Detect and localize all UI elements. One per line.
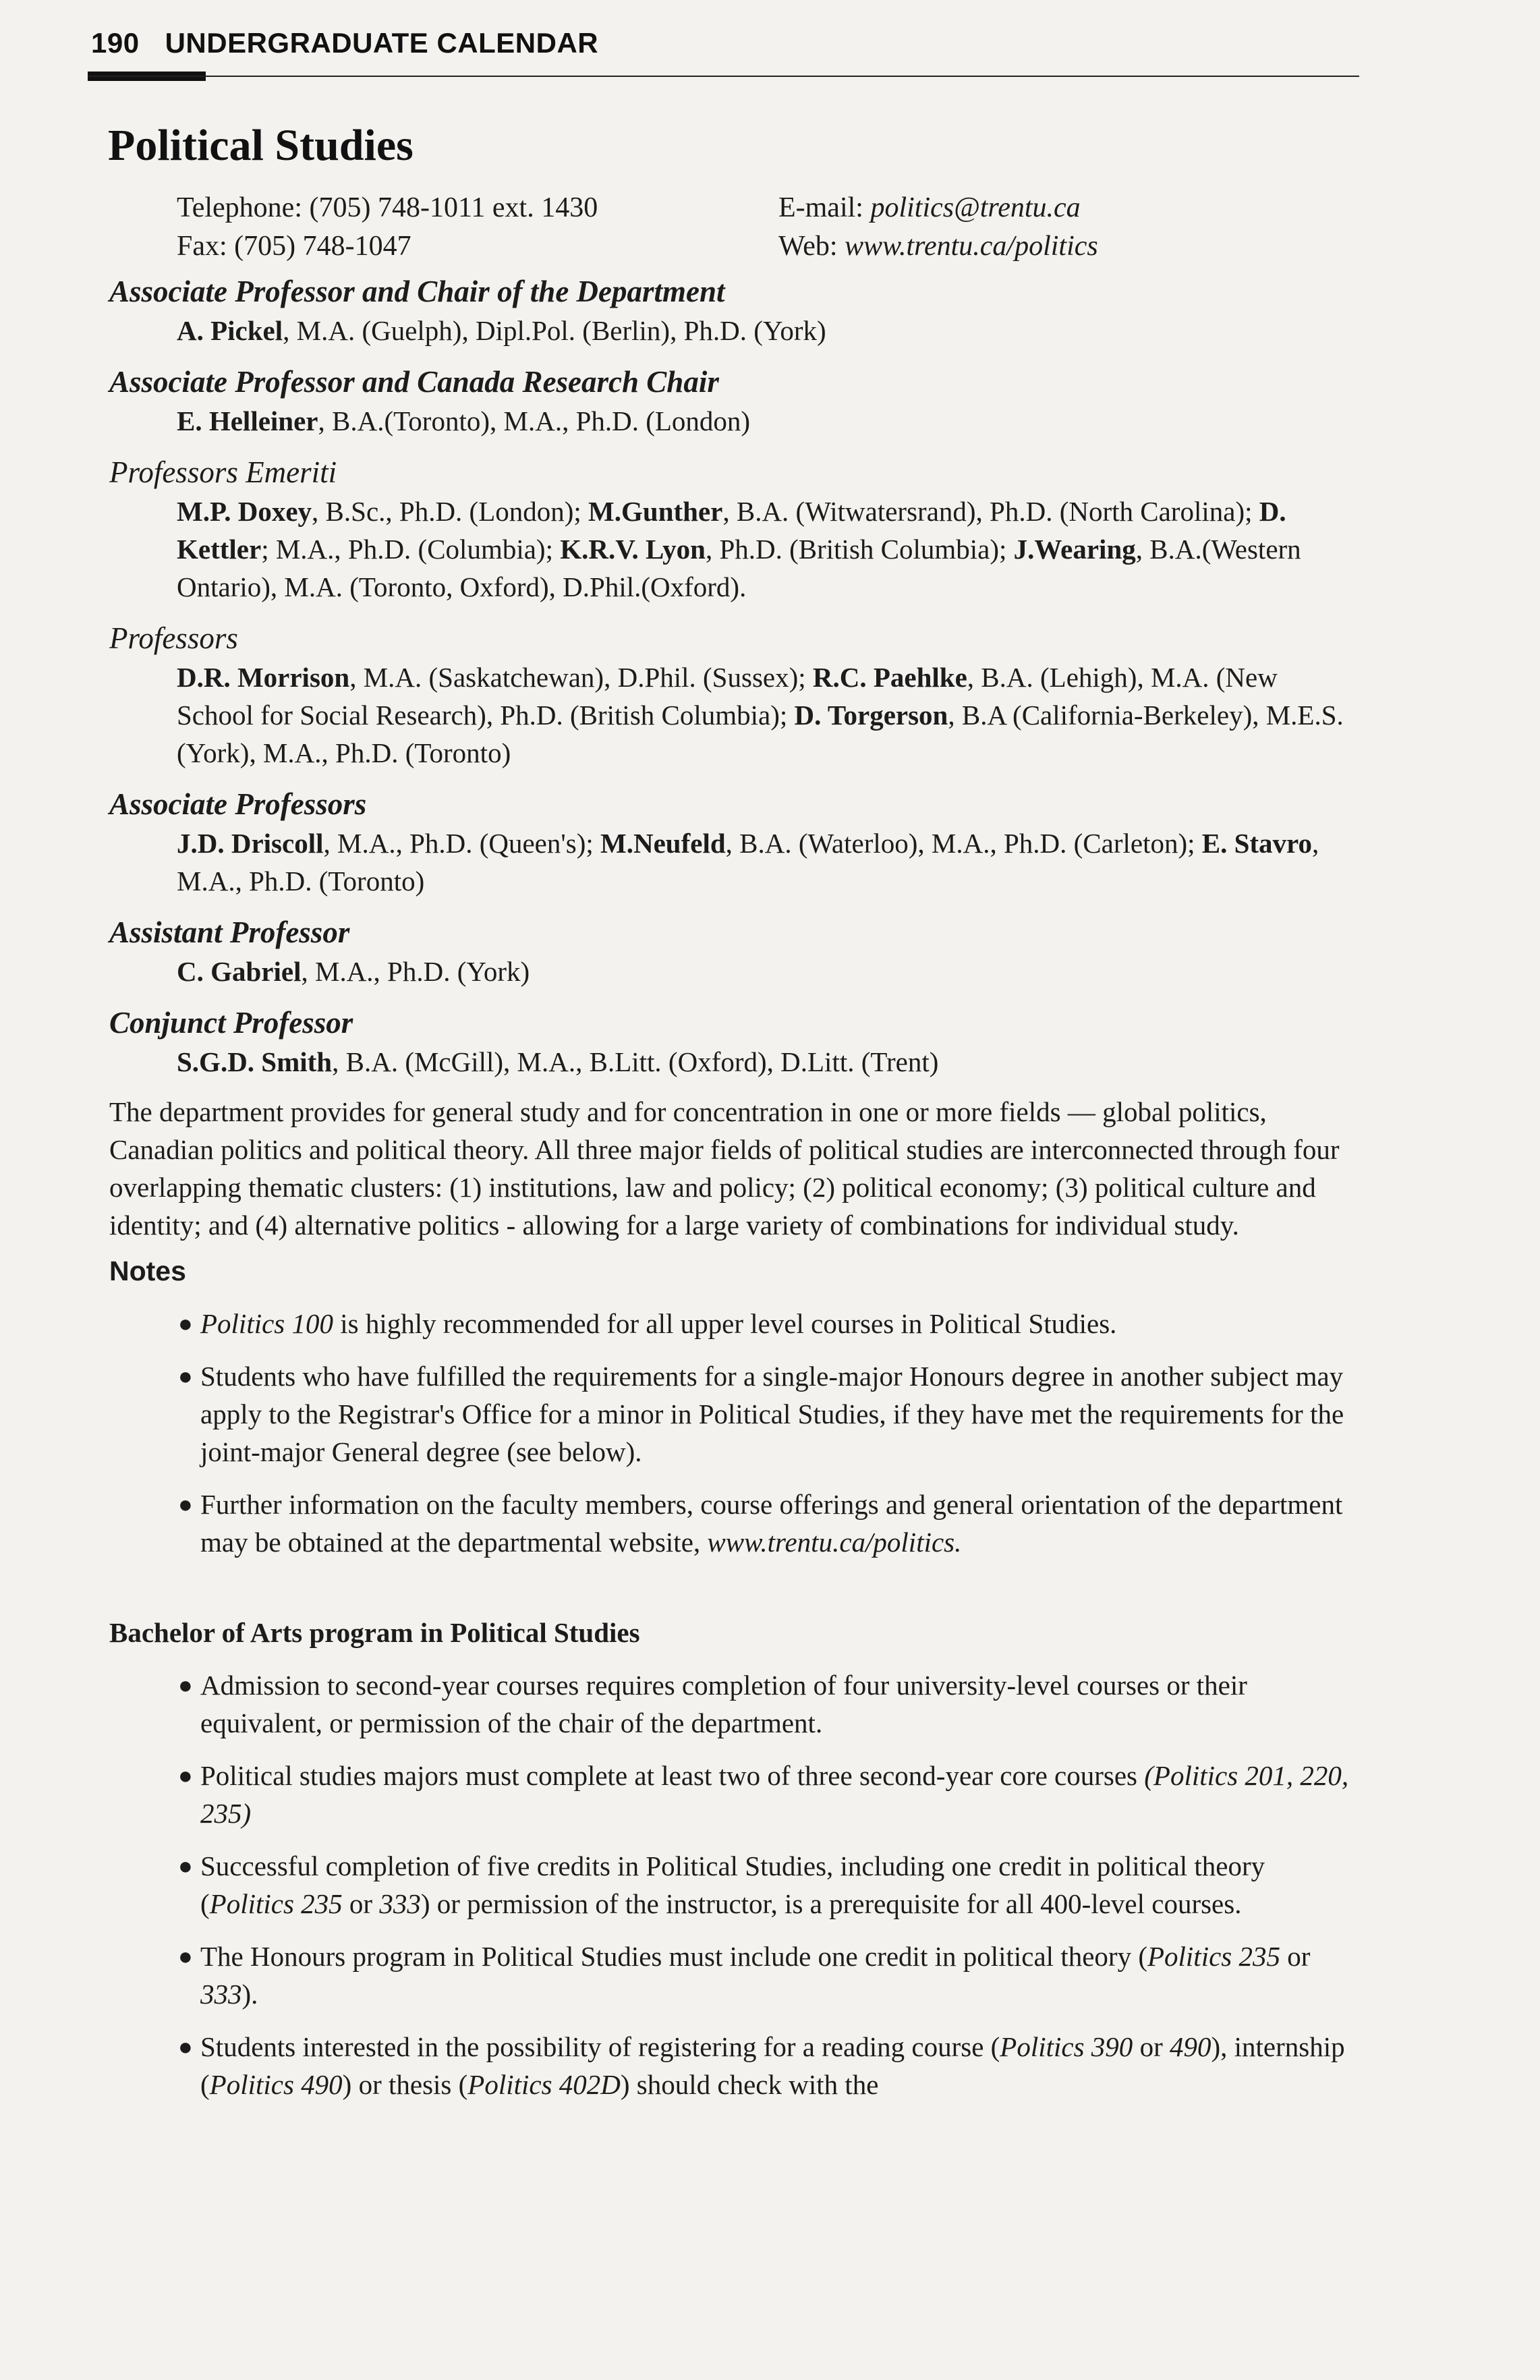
notes-list <box>109 1305 1357 1561</box>
faculty-entry <box>177 312 1357 349</box>
faculty-entry <box>177 1043 1357 1081</box>
course-ref: Politics 490 <box>209 2069 343 2100</box>
faculty-credentials: , B.A. (Waterloo), M.A., Ph.D. (Carleton); <box>725 828 1202 859</box>
requirement-text: ), internship ( <box>200 2031 1345 2100</box>
faculty-credentials: , B.A. (Lehigh), M.A. (New School for Social Research), Ph.D. (British Columbia); <box>177 662 1278 731</box>
list-item <box>178 1305 1357 1342</box>
faculty-heading: Professors <box>109 621 238 655</box>
faculty-name: C. Gabriel <box>177 956 302 987</box>
faculty-heading: Professors Emeriti <box>109 455 337 489</box>
list-item <box>178 1847 1357 1923</box>
faculty-entry <box>177 492 1357 606</box>
email-link[interactable]: politics@trentu.ca <box>870 192 1081 223</box>
course-ref: Politics 402D <box>467 2069 621 2100</box>
list-item <box>178 1757 1357 1832</box>
requirement-text: ) or permission of the instructor, is a prerequisite for all 400-level courses. <box>420 1888 1242 1919</box>
faculty-heading: Associate Professor and Canada Research Chair <box>109 365 719 399</box>
faculty-credentials: , B.Sc., Ph.D. (London); <box>312 496 589 527</box>
faculty-heading: Conjunct Professor <box>109 1006 353 1040</box>
bullet-icon: ● <box>178 1363 193 1390</box>
faculty-entry <box>177 658 1357 772</box>
requirement-text: or <box>342 1888 380 1919</box>
requirement-text: Students interested in the possibility of registering for a reading course ( <box>200 2031 1000 2062</box>
faculty-name: R.C. Paehlke <box>812 662 967 693</box>
faculty-entry <box>177 824 1357 900</box>
course-ref: 333 <box>200 1979 242 2010</box>
course-ref: Politics 235 <box>1147 1941 1280 1972</box>
page-body <box>109 271 1357 2118</box>
web-line <box>778 227 1098 266</box>
faculty-name: M.P. Doxey <box>177 496 312 527</box>
faculty-credentials: ; M.A., Ph.D. (Columbia); <box>261 534 561 565</box>
page-number: 190 <box>91 27 140 59</box>
list-item <box>178 1666 1357 1742</box>
requirement-text: Successful completion of five credits in Political Studies, including one credit in political theory ( <box>200 1850 1265 1919</box>
bullet-icon: ● <box>178 1852 193 1879</box>
faculty-credentials: , B.A. (Witwatersrand), Ph.D. (North Carolina); <box>722 496 1259 527</box>
telephone: Telephone: (705) 748-1011 ext. 1430 <box>177 192 598 223</box>
bullet-icon: ● <box>178 2033 193 2060</box>
contact-phone-block <box>177 189 598 266</box>
requirement-text: or <box>1280 1941 1311 1972</box>
running-title: UNDERGRADUATE CALENDAR <box>165 27 599 59</box>
page-title: Political Studies <box>108 121 413 170</box>
requirement-text: The Honours program in Political Studies must include one credit in political theory ( <box>200 1941 1147 1972</box>
requirement-text: ). <box>241 1979 258 2010</box>
fax: Fax: (705) 748-1047 <box>177 231 411 262</box>
requirement-text: Political studies majors must complete at least two of three second-year core courses <box>200 1760 1145 1791</box>
course-ref: 333 <box>379 1888 421 1919</box>
running-header <box>91 27 598 59</box>
faculty-credentials: , M.A. (Saskatchewan), D.Phil. (Sussex); <box>349 662 813 693</box>
list-item <box>178 1485 1357 1561</box>
faculty-name: K.R.V. Lyon <box>560 534 706 565</box>
faculty-credentials: , M.A. (Guelph), Dipl.Pol. (Berlin), Ph.D. (York) <box>283 315 826 346</box>
faculty-credentials: , B.A. (McGill), M.A., B.Litt. (Oxford), D.Litt. (Trent) <box>332 1046 939 1077</box>
web-link[interactable]: www.trentu.ca/politics <box>845 231 1098 262</box>
course-ref: Politics 390 <box>1000 2031 1133 2062</box>
faculty-credentials: , Ph.D. (British Columbia); <box>705 534 1014 565</box>
list-item <box>178 1357 1357 1471</box>
faculty-name: M.Gunther <box>588 496 723 527</box>
intro-paragraph: The department provides for general study and for concentration in one or more fields — global politics, Canadian politics and political theory. All three major fields of political studies are interconnected through four overlapping thematic clusters: (1) institutions, law and policy; (2) political economy; (3) political culture and identity; and (4) alternative politics - allowing for a large variety of combinations for individual study. <box>109 1096 1340 1241</box>
requirement-text: ) or thesis ( <box>342 2069 468 2100</box>
faculty-credentials: , B.A.(Toronto), M.A., Ph.D. (London) <box>318 405 751 436</box>
faculty-name: D. Kettler <box>177 496 1286 565</box>
list-item <box>178 2028 1357 2103</box>
header-rule <box>88 76 1359 77</box>
faculty-credentials: , B.A.(Western Ontario), M.A. (Toronto, Oxford), D.Phil.(Oxford). <box>177 534 1301 602</box>
faculty-heading: Assistant Professor <box>109 915 350 949</box>
course-ref: (Politics 201, 220, 235) <box>200 1760 1349 1829</box>
bullet-icon: ● <box>178 1491 193 1518</box>
faculty-name: D.R. Morrison <box>177 662 350 693</box>
bullet-icon: ● <box>178 1762 193 1789</box>
website-ref: www.trentu.ca/politics. <box>707 1527 962 1558</box>
faculty-heading: Associate Professor and Chair of the Department <box>109 275 725 308</box>
faculty-name: A. Pickel <box>177 315 283 346</box>
requirement-text: or <box>1133 2031 1170 2062</box>
bullet-icon: ● <box>178 1943 193 1970</box>
faculty-entry <box>177 402 1357 440</box>
bullet-icon: ● <box>178 1310 193 1337</box>
course-ref: Politics 235 <box>209 1888 343 1919</box>
faculty-name: S.G.D. Smith <box>177 1046 333 1077</box>
notes-heading: Notes <box>109 1255 186 1286</box>
faculty-name: M.Neufeld <box>600 828 726 859</box>
email-label: E-mail: <box>778 192 871 223</box>
faculty-credentials: , M.A., Ph.D. (York) <box>301 956 530 987</box>
faculty-name: E. Stavro <box>1201 828 1313 859</box>
faculty-name: J.D. Driscoll <box>177 828 324 859</box>
bullet-icon: ● <box>178 1672 193 1699</box>
faculty-heading: Associate Professors <box>109 787 367 821</box>
faculty-entry <box>177 953 1357 990</box>
faculty-name: D. Torgerson <box>794 700 948 731</box>
faculty-credentials: , B.A (California-Berkeley), M.E.S. (York), M.A., Ph.D. (Toronto) <box>177 700 1344 768</box>
requirement-text: ) should check with the <box>620 2069 879 2100</box>
requirement-text: Admission to second-year courses requires completion of four university-level courses or their equivalent, or permission of the chair of the department. <box>200 1670 1247 1738</box>
faculty-name: J.Wearing <box>1013 534 1136 565</box>
faculty-name: E. Helleiner <box>177 405 318 436</box>
list-item <box>178 1937 1357 2013</box>
note-text: is highly recommended for all upper level courses in Political Studies. <box>333 1308 1117 1339</box>
faculty-list <box>109 271 1357 1081</box>
faculty-credentials: , M.A., Ph.D. (Queen's); <box>323 828 601 859</box>
web-label: Web: <box>778 231 845 262</box>
course-ref: Politics 100 <box>200 1308 334 1339</box>
email-line <box>778 189 1098 227</box>
contact-web-block <box>778 189 1098 266</box>
ba-program-heading: Bachelor of Arts program in Political Studies <box>109 1617 640 1648</box>
faculty-credentials: , M.A., Ph.D. (Toronto) <box>177 828 1319 897</box>
ba-program-list <box>109 1666 1357 2103</box>
course-ref: 490 <box>1169 2031 1211 2062</box>
note-text: Students who have fulfilled the requirements for a single-major Honours degree in another subject may apply to the Registrar's Office for a minor in Political Studies, if they have met the requirements for the joint-major General degree (see below). <box>200 1361 1344 1467</box>
note-text: Further information on the faculty members, course offerings and general orientation of the department may be obtained at the departmental website, <box>200 1489 1343 1558</box>
